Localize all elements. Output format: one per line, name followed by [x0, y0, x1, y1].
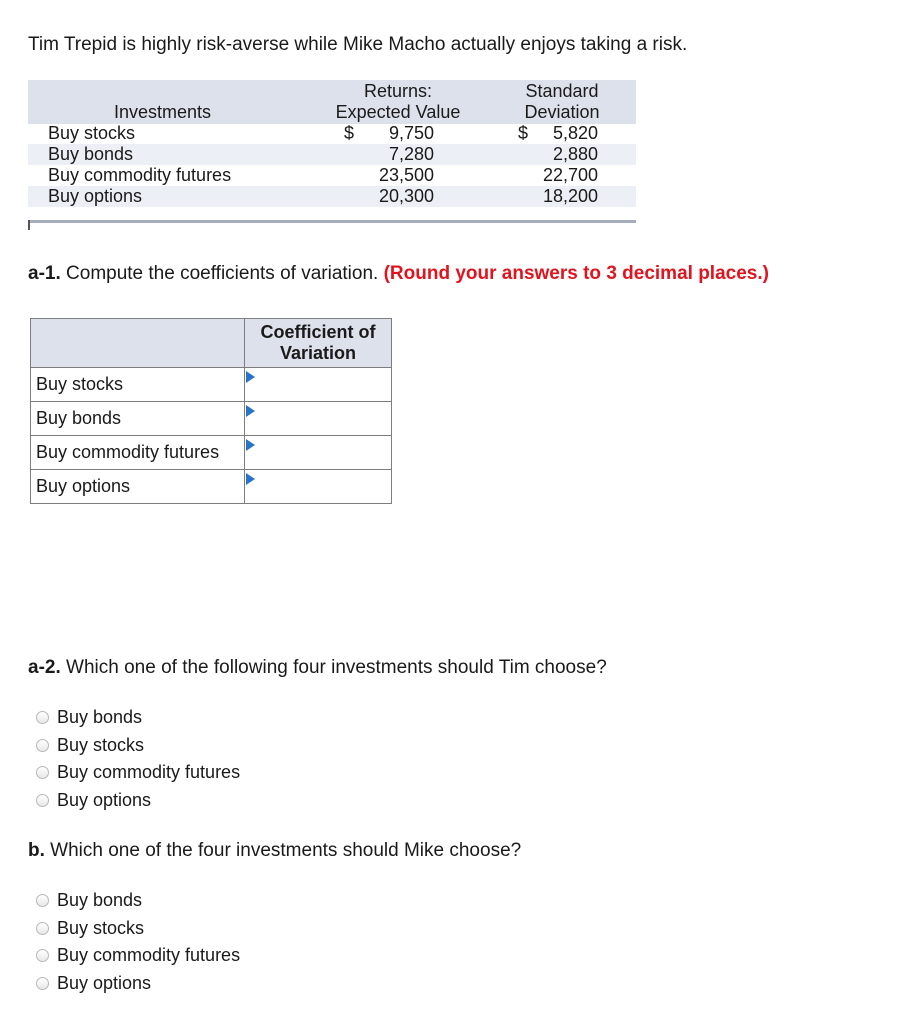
- coefficient-header-line1: Coefficient of: [260, 322, 376, 342]
- row-label: Buy bonds: [31, 402, 245, 436]
- input-marker-icon: [246, 371, 255, 383]
- rounding-note: (Round your answers to 3 decimal places.): [383, 263, 769, 284]
- question-b-label: b.: [28, 840, 45, 861]
- table-row: [31, 368, 392, 402]
- radio-label[interactable]: Buy commodity futures: [57, 945, 241, 966]
- question-a2-label: a-2.: [28, 657, 61, 678]
- coefficient-header-line2: Variation: [279, 343, 357, 363]
- question-b: [28, 840, 521, 862]
- radio-button-icon[interactable]: [36, 711, 49, 724]
- cv-input-stocks[interactable]: [245, 371, 391, 398]
- cv-input-commodity-futures[interactable]: [245, 439, 391, 466]
- table-bottom-tick: [28, 220, 30, 230]
- radio-label[interactable]: Buy commodity futures: [57, 762, 241, 783]
- standard-deviation: 18,200: [542, 186, 598, 206]
- question-a2: [28, 657, 607, 679]
- radio-button-icon[interactable]: [36, 977, 49, 990]
- currency-symbol: $: [518, 123, 529, 143]
- radio-label[interactable]: Buy bonds: [57, 890, 143, 911]
- expected-value: 20,300: [378, 186, 434, 206]
- cv-input-options[interactable]: [245, 473, 391, 500]
- expected-value: 23,500: [378, 165, 434, 185]
- given-row-name: Buy bonds: [48, 144, 134, 164]
- radio-label[interactable]: Buy stocks: [57, 734, 145, 755]
- answer-cell[interactable]: [245, 402, 392, 436]
- given-row-name: Buy stocks: [48, 123, 136, 143]
- radio-button-icon[interactable]: [36, 922, 49, 935]
- currency-symbol: $: [344, 123, 355, 143]
- question-a1: [28, 263, 769, 285]
- corner-header: [31, 319, 245, 368]
- mike-choice-group: [36, 887, 240, 997]
- radio-button-icon[interactable]: [36, 894, 49, 907]
- radio-option[interactable]: [36, 732, 240, 760]
- answer-cell[interactable]: [245, 436, 392, 470]
- input-marker-icon: [246, 405, 255, 417]
- given-data-table: [28, 80, 636, 230]
- radio-button-icon[interactable]: [36, 949, 49, 962]
- radio-label[interactable]: Buy bonds: [57, 707, 143, 728]
- question-a2-text: Which one of the following four investments should Tim choose?: [60, 657, 607, 678]
- radio-label[interactable]: Buy stocks: [57, 917, 145, 938]
- row-label: Buy commodity futures: [31, 436, 245, 470]
- header-deviation: Deviation: [524, 102, 600, 122]
- given-row-name: Buy options: [48, 186, 143, 206]
- question-a1-label: a-1.: [28, 263, 61, 284]
- radio-option[interactable]: [36, 942, 240, 970]
- header-investments: Investments: [114, 102, 212, 122]
- coefficient-header: [245, 319, 392, 368]
- radio-option[interactable]: [36, 704, 240, 732]
- header-expected-value: Expected Value: [335, 102, 461, 122]
- radio-button-icon[interactable]: [36, 739, 49, 752]
- input-marker-icon: [246, 439, 255, 451]
- radio-button-icon[interactable]: [36, 766, 49, 779]
- radio-option[interactable]: [36, 759, 240, 787]
- row-label: Buy stocks: [31, 368, 245, 402]
- radio-label[interactable]: Buy options: [57, 789, 152, 810]
- table-row: [31, 470, 392, 504]
- answer-cell[interactable]: [245, 368, 392, 402]
- answer-cell[interactable]: [245, 470, 392, 504]
- given-row-name: Buy commodity futures: [48, 165, 232, 185]
- coefficient-table: [30, 318, 392, 504]
- row-label: Buy options: [31, 470, 245, 504]
- radio-button-icon[interactable]: [36, 794, 49, 807]
- input-marker-icon: [246, 473, 255, 485]
- standard-deviation: 2,880: [552, 144, 598, 164]
- header-returns: Returns:: [363, 81, 433, 101]
- table-bottom-rule: [28, 220, 636, 223]
- radio-option[interactable]: [36, 887, 240, 915]
- table-row: [31, 402, 392, 436]
- radio-option[interactable]: [36, 915, 240, 943]
- standard-deviation: 5,820: [552, 123, 598, 143]
- problem-intro: Tim Trepid is highly risk-averse while Mike Macho actually enjoys taking a risk.: [28, 34, 688, 55]
- expected-value: 9,750: [388, 123, 434, 143]
- cv-input-bonds[interactable]: [245, 405, 391, 432]
- radio-option[interactable]: [36, 970, 240, 998]
- radio-option[interactable]: [36, 787, 240, 815]
- radio-label[interactable]: Buy options: [57, 972, 152, 993]
- tim-choice-group: [36, 704, 240, 814]
- question-b-text: Which one of the four investments should Mike choose?: [44, 840, 522, 861]
- question-a1-text: Compute the coefficients of variation.: [60, 263, 384, 284]
- table-row: [31, 436, 392, 470]
- expected-value: 7,280: [388, 144, 434, 164]
- header-standard: Standard: [525, 81, 599, 101]
- standard-deviation: 22,700: [542, 165, 598, 185]
